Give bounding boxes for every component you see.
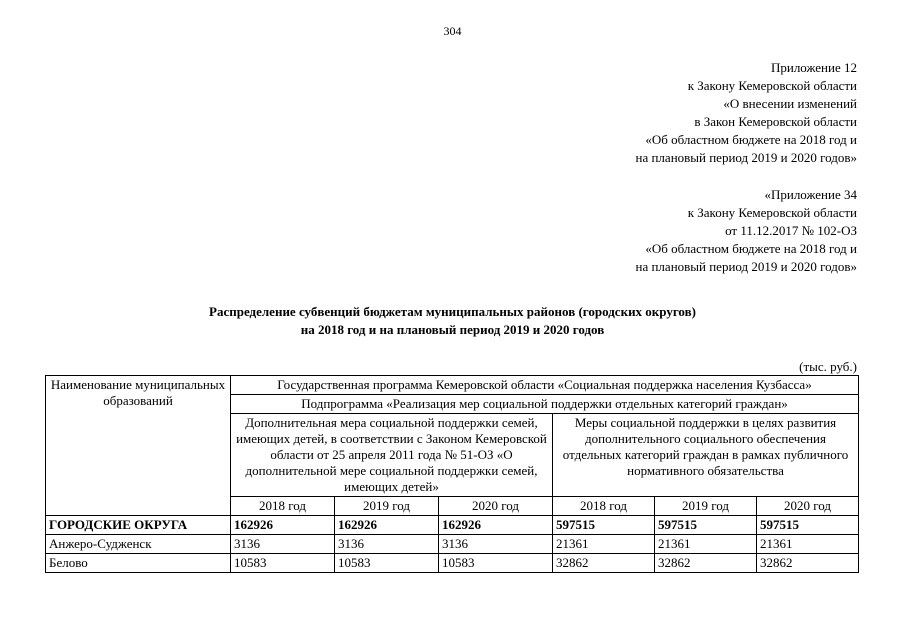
value-cell: 3136 [439, 535, 553, 554]
appendix-line: на плановый период 2019 и 2020 годов» [635, 259, 857, 274]
table-row [46, 535, 859, 554]
title-line: Распределение субвенций бюджетам муниципальных районов (городских округов) [209, 304, 696, 319]
value-cell: 3136 [231, 535, 335, 554]
appendix-line: «Приложение 34 [764, 187, 857, 202]
appendix-12-header [636, 59, 858, 167]
value-cell: 597515 [553, 516, 655, 535]
appendix-34-header [636, 186, 858, 276]
subsidy-table [45, 375, 859, 573]
municipality-name: Белово [46, 554, 231, 573]
appendix-line: «О внесении изменений [723, 96, 857, 111]
table-row [46, 516, 859, 535]
appendix-line: к Закону Кемеровской области [687, 78, 857, 93]
value-cell: 3136 [335, 535, 439, 554]
municipality-column-header: Наименование муниципальных образований [46, 376, 231, 516]
appendix-line: на плановый период 2019 и 2020 годов» [635, 150, 857, 165]
value-cell: 21361 [655, 535, 757, 554]
value-cell: 32862 [655, 554, 757, 573]
value-cell: 597515 [655, 516, 757, 535]
value-cell: 32862 [757, 554, 859, 573]
page-number: 304 [443, 24, 462, 38]
municipality-name: ГОРОДСКИЕ ОКРУГА [46, 516, 231, 535]
appendix-line: к Закону Кемеровской области [687, 205, 857, 220]
appendix-line: Приложение 12 [770, 60, 857, 75]
measure-2-header: Меры социальной поддержки в целях развития дополнительного социального обеспечения отдельных категорий граждан в рамках публичного нормативного обязательства [553, 414, 859, 497]
year-header: 2020 год [439, 497, 553, 516]
value-cell: 32862 [553, 554, 655, 573]
year-header: 2019 год [655, 497, 757, 516]
value-cell: 162926 [231, 516, 335, 535]
value-cell: 21361 [757, 535, 859, 554]
value-cell: 597515 [757, 516, 859, 535]
year-header: 2018 год [553, 497, 655, 516]
program-header: Государственная программа Кемеровской области «Социальная поддержка населения Кузбасса» [231, 376, 859, 395]
appendix-line: «Об областном бюджете на 2018 год и [645, 132, 857, 147]
value-cell: 21361 [553, 535, 655, 554]
table-row [46, 554, 859, 573]
year-header: 2019 год [335, 497, 439, 516]
year-header: 2020 год [757, 497, 859, 516]
measure-1-header: Дополнительная мера социальной поддержки семей, имеющих детей, в соответствии с Законом Кемеровской области от 25 апреля 2011 года № 51-ОЗ «О дополнительной мере социальной поддержки семей, имеющих детей» [231, 414, 553, 497]
document-title [0, 303, 905, 339]
units-label: (тыс. руб.) [799, 359, 857, 374]
subprogram-header: Подпрограмма «Реализация мер социальной поддержки отдельных категорий граждан» [231, 395, 859, 414]
value-cell: 162926 [439, 516, 553, 535]
value-cell: 10583 [335, 554, 439, 573]
title-line: на 2018 год и на плановый период 2019 и 2020 годов [300, 322, 605, 337]
value-cell: 162926 [335, 516, 439, 535]
municipality-name: Анжеро-Судженск [46, 535, 231, 554]
appendix-line: в Закон Кемеровской области [694, 114, 857, 129]
appendix-line: от 11.12.2017 № 102-ОЗ [725, 223, 857, 238]
value-cell: 10583 [439, 554, 553, 573]
value-cell: 10583 [231, 554, 335, 573]
appendix-line: «Об областном бюджете на 2018 год и [645, 241, 857, 256]
year-header: 2018 год [231, 497, 335, 516]
